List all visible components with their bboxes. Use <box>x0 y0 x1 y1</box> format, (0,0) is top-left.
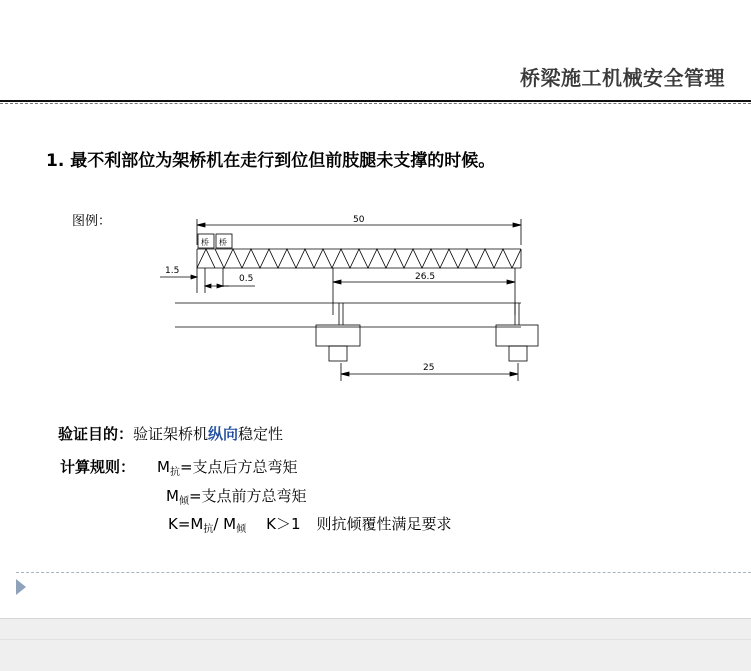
calc-m-tilt: M <box>166 487 179 505</box>
purpose-line <box>58 423 283 444</box>
calc-line-2 <box>166 485 307 507</box>
calc-label: 计算规则： <box>60 458 136 476</box>
calc-line-1 <box>60 456 298 478</box>
calc-k-sub2: 倾 <box>236 524 247 535</box>
dim-label-total: 50 <box>353 215 365 225</box>
support-left-base <box>329 346 347 361</box>
calc-k-sub1: 抗 <box>203 524 214 535</box>
support-left <box>316 325 360 346</box>
calc-line-3 <box>168 513 452 535</box>
header-divider <box>0 100 751 102</box>
dim-label-mid: 0.5 <box>239 274 254 284</box>
calc-k-conclusion: 则抗倾覆性满足要求 <box>316 515 452 533</box>
header-title: 桥梁施工机械安全管理 <box>520 66 725 90</box>
calc-line2-rest: =支点前方总弯矩 <box>188 487 307 505</box>
purpose-text-before: 验证架桥机 <box>133 425 209 443</box>
footer-divider <box>16 572 751 573</box>
calc-k-formula-b: / M <box>213 515 237 533</box>
truss-zigzag <box>215 249 521 268</box>
calc-line1-rest: =支点后方总弯矩 <box>179 458 298 476</box>
calc-m-resist-sub: 抗 <box>169 467 180 478</box>
bottom-bar-divider <box>0 639 751 640</box>
header-divider-dashed <box>0 103 751 104</box>
calc-m-resist: M <box>157 458 170 476</box>
section-heading: 1. 最不利部位为架桥机在走行到位但前肢腿未支撑的时候。 <box>46 151 496 171</box>
calc-k-formula: K=M <box>168 515 204 533</box>
dim-label-bottom: 25 <box>423 363 435 373</box>
next-slide-arrow-icon[interactable] <box>16 579 26 595</box>
purpose-label: 验证目的： <box>58 425 134 443</box>
bottom-bar <box>0 618 751 671</box>
bridge-erector-diagram <box>155 205 555 385</box>
legend-box-1-char: 桥 <box>201 238 209 247</box>
legend-box-2-char: 桥 <box>219 238 227 247</box>
legend-label: 图例： <box>72 214 112 229</box>
purpose-highlight: 纵向 <box>208 425 239 443</box>
calc-m-tilt-sub: 倾 <box>178 496 189 507</box>
dim-label-left: 1.5 <box>165 266 180 276</box>
calc-k-condition: K＞1 <box>266 515 301 533</box>
dim-label-span: 26.5 <box>415 272 436 282</box>
support-right <box>496 325 538 346</box>
support-right-base <box>509 346 527 361</box>
purpose-text-after: 稳定性 <box>238 425 284 443</box>
